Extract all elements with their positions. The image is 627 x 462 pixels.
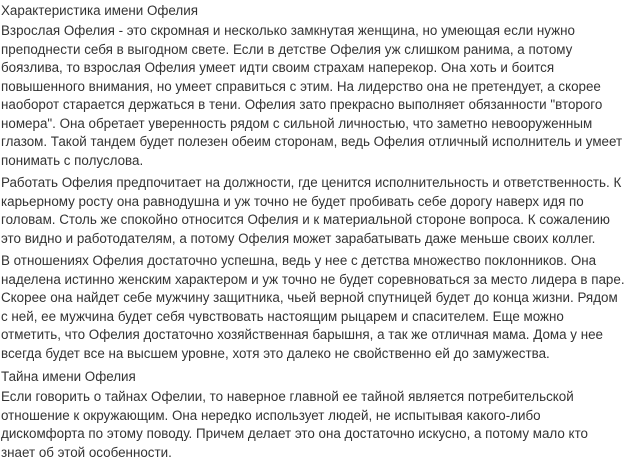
- paragraph-work: Работать Офелия предпочитает на должности, где ценится исполнительность и ответственность. К карьерному росту она равнодушна и уж точно не будет пробивать себе дорогу наверх идя по головам. Столь же спокойно относится Офелия и к материальной стороне вопроса. К сожалению это видно и работодателям, а потому Офелия может зарабатывать даже меньше своих коллег.: [1, 175, 622, 246]
- paragraph-relationships: В отношениях Офелия достаточно успешна, ведь у нее с детства множество поклонников. Она наделена истинно женским характером и уж точно не будет соревноваться за место лидера в паре. Скорее она найдет себе мужчину защитника, чьей верной спутницей будет до конца жизни. Рядом с ней, ее мужчина будет себя чувствовать настоящим рыцарем и спасителем. Еще можно отметить, что Офелия достаточно хозяйственная барышня, а так же отличная мама. Дома у нее всегда будет все на высшем уровне, хотя это далеко не свойственно ей до замужества.: [1, 253, 625, 361]
- paragraph-secret: Если говорить о тайнах Офелии, то наверное главной ее тайной является потребительской отношение к окружающим. Она нередко использует людей, не испытывая какого-либо дискомфорта по этому поводу. Причем делает это она достаточно искусно, а потому мало кто знает об этой особенности.: [1, 389, 589, 460]
- heading-secret: Тайна имени Офелия: [1, 369, 136, 384]
- paragraph-adult-character: Взрослая Офелия - это скромная и несколько замкнутая женщина, но умеющая если нужно преподнести себя в выгодном свете. Если в детстве Офелия уж слишком ранима, а потому боязлива, то взрослая Офелия умеет идти своим страхам наперекор. Она хоть и боится повышенного внимания, но умеет справиться с этим. На лидерство она не претендует, а скорее наоборот старается держаться в тени. Офелия зато прекрасно выполняет обязанности "второго номера". Она обретает уверенность рядом с сильной личностью, что заметно невооруженным глазом. Такой тандем будет полезен обеим сторонам, ведь Офелия отличный исполнитель и умеет понимать с полуслова.: [1, 23, 623, 168]
- heading-characteristics: Характеристика имени Офелия: [1, 3, 198, 18]
